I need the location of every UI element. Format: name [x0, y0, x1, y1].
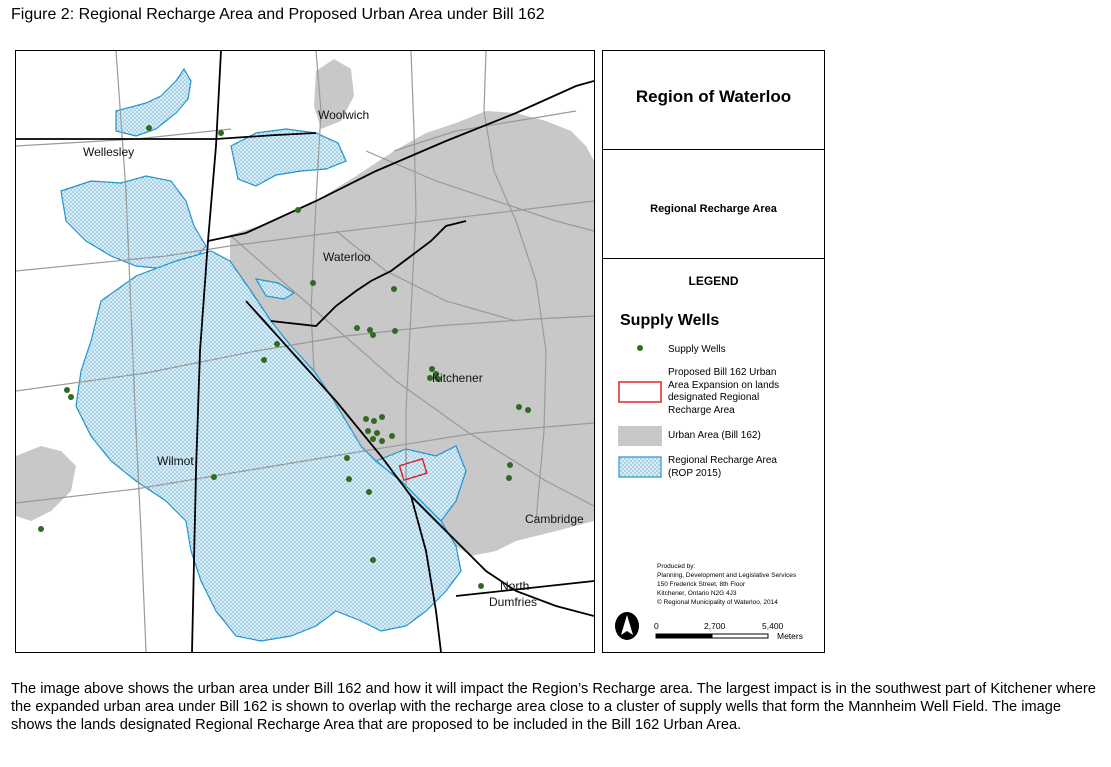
place-north-dumfries-line2: Dumfries	[489, 595, 538, 609]
scale-unit: Meters	[777, 631, 803, 641]
map-canvas	[16, 51, 594, 652]
expansion-symbol	[618, 381, 662, 403]
scale-tick-2700: 2,700	[704, 621, 726, 631]
place-cambridge: Cambridge	[525, 512, 584, 526]
legend-map-title-section	[603, 150, 824, 259]
map-panel	[15, 50, 595, 653]
figure-caption: The image above shows the urban area under Bill 162 and how it will impact the Region’s Recharge area. The largest impact is in the southwest part of Kitchener where the expanded urban area under Bill 162 is shown to overlap with the recharge area close to a cluster of supply wells that form the Mannheim Well Field. The image shows the lands designated Regional Recharge Area that are proposed to be included in the Bill 162 Urban Area.	[11, 681, 1096, 733]
legend-recharge-label: Regional Recharge Area (ROP 2015)	[668, 455, 777, 479]
scale-tick-5400: 5,400	[762, 621, 784, 631]
legend-expansion-label: Proposed Bill 162 Urban Area Expansion on lands designated Regional Recharge Area	[668, 367, 780, 416]
place-waterloo: Waterloo	[323, 250, 371, 264]
figure-title: Figure 2: Regional Recharge Area and Proposed Urban Area under Bill 162	[11, 6, 545, 23]
legend-supply-wells-label: Supply Wells	[668, 344, 726, 355]
place-wilmot: Wilmot	[157, 454, 194, 468]
place-woolwich: Woolwich	[318, 108, 370, 122]
legend-heading: LEGEND	[688, 274, 739, 288]
legend-panel	[602, 50, 825, 653]
place-north-dumfries-line1: North	[500, 579, 530, 593]
recharge-area-symbol	[618, 456, 662, 478]
supply-well-symbol	[636, 344, 644, 352]
urban-area-symbol	[618, 426, 662, 446]
region-title: Region of Waterloo	[635, 87, 792, 106]
produced-by-note: Produced by: Planning, Development and Legislative Services 150 Frederick Street, 8th Floor Kitchener, Ontario N2G 4J3 © Regional Municipality of Waterloo, 2014	[657, 563, 797, 606]
legend-title-section	[603, 51, 824, 150]
legend-urban-label: Urban Area (Bill 162)	[668, 430, 761, 441]
scale-bar	[655, 632, 775, 642]
place-kitchener: Kitchener	[432, 371, 483, 385]
north-arrow-icon	[614, 611, 640, 641]
map-title: Regional Recharge Area	[650, 203, 777, 215]
place-wellesley: Wellesley	[83, 145, 135, 159]
scale-tick-0: 0	[654, 621, 659, 631]
supply-wells-heading: Supply Wells	[620, 312, 720, 329]
